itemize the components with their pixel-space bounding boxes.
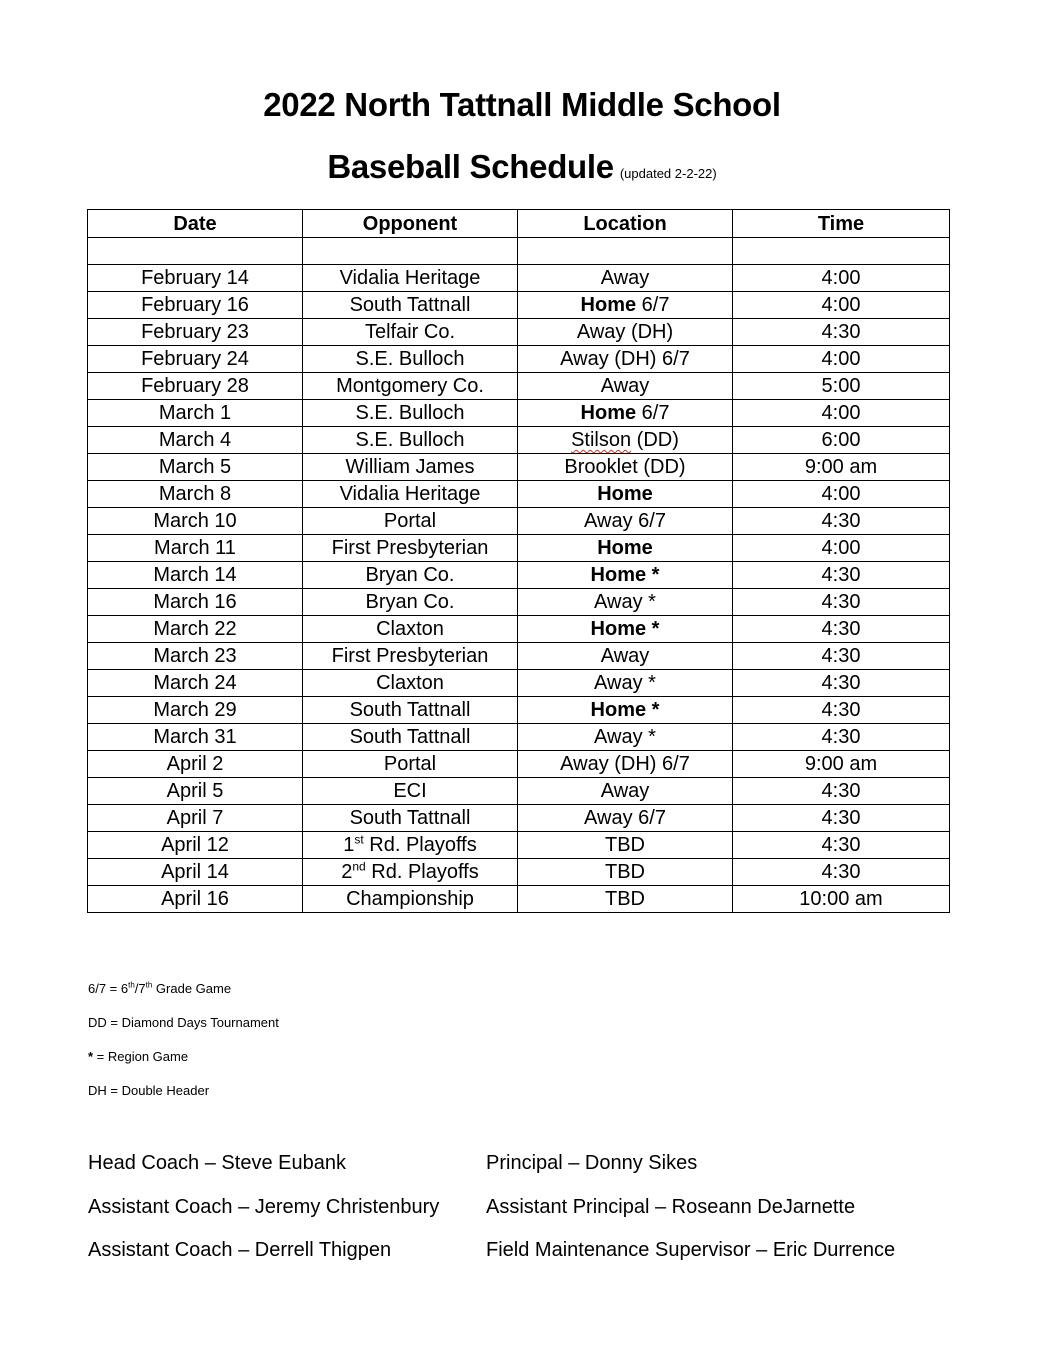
location-site: Stilson xyxy=(571,429,632,451)
location-text: Away xyxy=(600,267,650,289)
location-text: Away 6/7 xyxy=(584,510,666,532)
cell-time: 4:30 xyxy=(733,616,950,643)
table-row xyxy=(88,805,950,832)
table-row xyxy=(88,400,950,427)
column-header-time: Time xyxy=(733,210,950,238)
opponent-name: Bryan Co. xyxy=(365,564,455,586)
cell-opponent xyxy=(303,778,518,805)
cell-date: February 23 xyxy=(88,319,303,346)
opponent-name: Rd. Playoffs xyxy=(363,834,477,856)
cell-opponent xyxy=(303,292,518,319)
location-text: TBD xyxy=(605,888,645,910)
staff-assistant-coach-1: Assistant Coach – Jeremy Christenbury xyxy=(88,1196,440,1218)
cell-date: March 22 xyxy=(88,616,303,643)
opponent-name: South Tattnall xyxy=(349,294,471,316)
cell-date: March 10 xyxy=(88,508,303,535)
subtitle-row xyxy=(0,148,1044,186)
table-row xyxy=(88,292,950,319)
opponent-name: ECI xyxy=(393,780,427,802)
opponent-name: South Tattnall xyxy=(349,726,471,748)
legend-diamond-days: DD = Diamond Days Tournament xyxy=(88,1015,279,1030)
table-row xyxy=(88,724,950,751)
cell-date: March 31 xyxy=(88,724,303,751)
cell-location xyxy=(518,319,733,346)
table-row xyxy=(88,778,950,805)
cell-date: March 16 xyxy=(88,589,303,616)
cell-location xyxy=(518,886,733,913)
cell-date: March 29 xyxy=(88,697,303,724)
legend-text: = Region Game xyxy=(93,1049,189,1064)
blank-cell xyxy=(733,238,950,265)
location-home: Home xyxy=(597,537,653,559)
blank-row xyxy=(88,238,950,265)
opponent-name: Portal xyxy=(383,753,437,775)
cell-date: April 16 xyxy=(88,886,303,913)
cell-time: 6:00 xyxy=(733,427,950,454)
location-text: Away 6/7 xyxy=(584,807,666,829)
cell-location xyxy=(518,562,733,589)
cell-time: 4:00 xyxy=(733,535,950,562)
cell-date: March 14 xyxy=(88,562,303,589)
cell-date: March 11 xyxy=(88,535,303,562)
cell-opponent xyxy=(303,562,518,589)
cell-date: March 1 xyxy=(88,400,303,427)
cell-date: March 8 xyxy=(88,481,303,508)
cell-opponent xyxy=(303,454,518,481)
opponent-name: First Presbyterian xyxy=(331,537,489,559)
table-row xyxy=(88,670,950,697)
cell-location xyxy=(518,697,733,724)
table-row xyxy=(88,859,950,886)
legend-text: 6/7 = 6 xyxy=(88,981,129,996)
legend-star: * xyxy=(88,1049,94,1064)
opponent-name: S.E. Bulloch xyxy=(355,402,465,424)
opponent-name: Montgomery Co. xyxy=(336,375,484,397)
opponent-name: South Tattnall xyxy=(349,807,471,829)
legend-text: Grade Game xyxy=(152,981,232,996)
opponent-name: Rd. Playoffs xyxy=(365,861,479,883)
cell-time: 4:00 xyxy=(733,400,950,427)
opponent-name: Championship xyxy=(346,888,474,910)
cell-opponent xyxy=(303,859,518,886)
page-subtitle: Baseball Schedule xyxy=(327,148,614,185)
column-header-date: Date xyxy=(88,210,303,238)
cell-location xyxy=(518,751,733,778)
blank-cell xyxy=(303,238,518,265)
cell-location xyxy=(518,859,733,886)
cell-date: March 5 xyxy=(88,454,303,481)
table-header-row xyxy=(88,210,950,238)
cell-date: March 24 xyxy=(88,670,303,697)
updated-note: (updated 2-2-22) xyxy=(619,166,717,181)
table-row xyxy=(88,832,950,859)
cell-date: March 4 xyxy=(88,427,303,454)
cell-opponent xyxy=(303,346,518,373)
cell-location xyxy=(518,643,733,670)
table-row xyxy=(88,886,950,913)
opponent-name: S.E. Bulloch xyxy=(355,429,465,451)
cell-time: 4:30 xyxy=(733,859,950,886)
location-text: 6/7 xyxy=(636,402,670,424)
table-row xyxy=(88,427,950,454)
location-text: Away xyxy=(600,375,650,397)
opponent-name: First Presbyterian xyxy=(331,645,489,667)
cell-time: 4:30 xyxy=(733,508,950,535)
cell-opponent xyxy=(303,805,518,832)
staff-field-supervisor: Field Maintenance Supervisor – Eric Durrence xyxy=(486,1239,896,1261)
cell-opponent xyxy=(303,886,518,913)
table-row xyxy=(88,751,950,778)
legend-text: /7 xyxy=(134,981,146,996)
table-row xyxy=(88,265,950,292)
location-text: Away xyxy=(600,780,650,802)
cell-date: April 12 xyxy=(88,832,303,859)
cell-location xyxy=(518,832,733,859)
staff-assistant-principal: Assistant Principal – Roseann DeJarnette xyxy=(486,1196,856,1218)
opponent-name: Claxton xyxy=(376,672,444,694)
location-text: TBD xyxy=(605,861,645,883)
column-header-opponent: Opponent xyxy=(303,210,518,238)
cell-location xyxy=(518,427,733,454)
location-text: Away (DH) xyxy=(576,321,674,343)
cell-time: 9:00 am xyxy=(733,454,950,481)
table-row xyxy=(88,697,950,724)
cell-location xyxy=(518,400,733,427)
opponent-name: S.E. Bulloch xyxy=(355,348,465,370)
table-row xyxy=(88,454,950,481)
cell-location xyxy=(518,535,733,562)
opponent-round-number: 1 xyxy=(343,834,355,856)
cell-opponent xyxy=(303,319,518,346)
blank-cell xyxy=(88,238,303,265)
cell-date: April 5 xyxy=(88,778,303,805)
location-text: Away * xyxy=(594,672,656,694)
cell-time: 4:00 xyxy=(733,292,950,319)
cell-time: 4:30 xyxy=(733,697,950,724)
table-row xyxy=(88,535,950,562)
cell-date: February 14 xyxy=(88,265,303,292)
opponent-name: Portal xyxy=(383,510,437,532)
table-row xyxy=(88,562,950,589)
legend-sup: th xyxy=(145,980,153,990)
cell-location xyxy=(518,481,733,508)
cell-location xyxy=(518,670,733,697)
location-home: Home xyxy=(580,402,637,424)
table-row xyxy=(88,346,950,373)
location-text: Away * xyxy=(594,591,656,613)
opponent-round-suffix: nd xyxy=(352,859,366,874)
cell-location xyxy=(518,373,733,400)
cell-opponent xyxy=(303,535,518,562)
table-row xyxy=(88,508,950,535)
legend-grade-game xyxy=(88,981,231,996)
staff-head-coach: Head Coach – Steve Eubank xyxy=(88,1152,346,1174)
staff-assistant-coach-2: Assistant Coach – Derrell Thigpen xyxy=(88,1239,392,1261)
location-text: 6/7 xyxy=(636,294,670,316)
cell-opponent xyxy=(303,697,518,724)
cell-time: 4:30 xyxy=(733,832,950,859)
table-row xyxy=(88,589,950,616)
cell-date: April 14 xyxy=(88,859,303,886)
cell-opponent xyxy=(303,751,518,778)
cell-time: 4:30 xyxy=(733,562,950,589)
cell-location xyxy=(518,346,733,373)
cell-opponent xyxy=(303,265,518,292)
location-text: Away * xyxy=(594,726,656,748)
location-text: Away (DH) 6/7 xyxy=(560,348,690,370)
cell-time: 4:00 xyxy=(733,346,950,373)
location-home: Home * xyxy=(590,618,660,640)
cell-location xyxy=(518,292,733,319)
cell-time: 4:00 xyxy=(733,265,950,292)
column-header-location: Location xyxy=(518,210,733,238)
schedule-table xyxy=(87,209,950,913)
cell-date: April 2 xyxy=(88,751,303,778)
table-row xyxy=(88,481,950,508)
opponent-round-suffix: st xyxy=(354,832,364,847)
cell-date: March 23 xyxy=(88,643,303,670)
cell-date: April 7 xyxy=(88,805,303,832)
blank-cell xyxy=(518,238,733,265)
cell-location xyxy=(518,778,733,805)
cell-opponent xyxy=(303,589,518,616)
opponent-name: William James xyxy=(345,456,475,478)
location-text: Away (DH) 6/7 xyxy=(560,753,690,775)
cell-opponent xyxy=(303,373,518,400)
cell-opponent xyxy=(303,832,518,859)
cell-time: 4:30 xyxy=(733,778,950,805)
table-row xyxy=(88,319,950,346)
cell-opponent xyxy=(303,724,518,751)
opponent-name: Bryan Co. xyxy=(365,591,455,613)
table-row xyxy=(88,373,950,400)
cell-time: 4:30 xyxy=(733,670,950,697)
cell-opponent xyxy=(303,427,518,454)
location-home: Home xyxy=(580,294,637,316)
cell-date: February 24 xyxy=(88,346,303,373)
cell-time: 4:30 xyxy=(733,319,950,346)
cell-location xyxy=(518,589,733,616)
location-home: Home * xyxy=(590,699,660,721)
opponent-round-number: 2 xyxy=(341,861,353,883)
legend-sup: th xyxy=(128,980,135,990)
cell-location xyxy=(518,454,733,481)
opponent-name: Telfair Co. xyxy=(364,321,456,343)
location-text: Brooklet (DD) xyxy=(564,456,686,478)
cell-opponent xyxy=(303,643,518,670)
location-home: Home xyxy=(597,483,653,505)
opponent-name: South Tattnall xyxy=(349,699,471,721)
staff-principal: Principal – Donny Sikes xyxy=(486,1152,698,1174)
table-row xyxy=(88,643,950,670)
cell-date: February 16 xyxy=(88,292,303,319)
cell-time: 4:00 xyxy=(733,481,950,508)
cell-time: 4:30 xyxy=(733,589,950,616)
table-row xyxy=(88,616,950,643)
location-text: TBD xyxy=(605,834,645,856)
page-title: 2022 North Tattnall Middle School xyxy=(263,86,781,123)
cell-location xyxy=(518,724,733,751)
cell-time: 4:30 xyxy=(733,805,950,832)
opponent-name: Vidalia Heritage xyxy=(339,483,481,505)
cell-time: 4:30 xyxy=(733,724,950,751)
location-text: (DD) xyxy=(631,429,679,451)
cell-opponent xyxy=(303,616,518,643)
cell-time: 10:00 am xyxy=(733,886,950,913)
cell-opponent xyxy=(303,481,518,508)
location-home: Home * xyxy=(590,564,660,586)
cell-date: February 28 xyxy=(88,373,303,400)
cell-location xyxy=(518,265,733,292)
cell-time: 9:00 am xyxy=(733,751,950,778)
opponent-name: Claxton xyxy=(376,618,444,640)
cell-opponent xyxy=(303,400,518,427)
location-text: Away xyxy=(600,645,650,667)
legend-double-header: DH = Double Header xyxy=(88,1083,210,1098)
cell-location xyxy=(518,616,733,643)
cell-time: 4:30 xyxy=(733,643,950,670)
opponent-name: Vidalia Heritage xyxy=(339,267,481,289)
legend-region-game xyxy=(88,1049,188,1064)
cell-opponent xyxy=(303,508,518,535)
cell-time: 5:00 xyxy=(733,373,950,400)
cell-location xyxy=(518,508,733,535)
cell-opponent xyxy=(303,670,518,697)
cell-location xyxy=(518,805,733,832)
